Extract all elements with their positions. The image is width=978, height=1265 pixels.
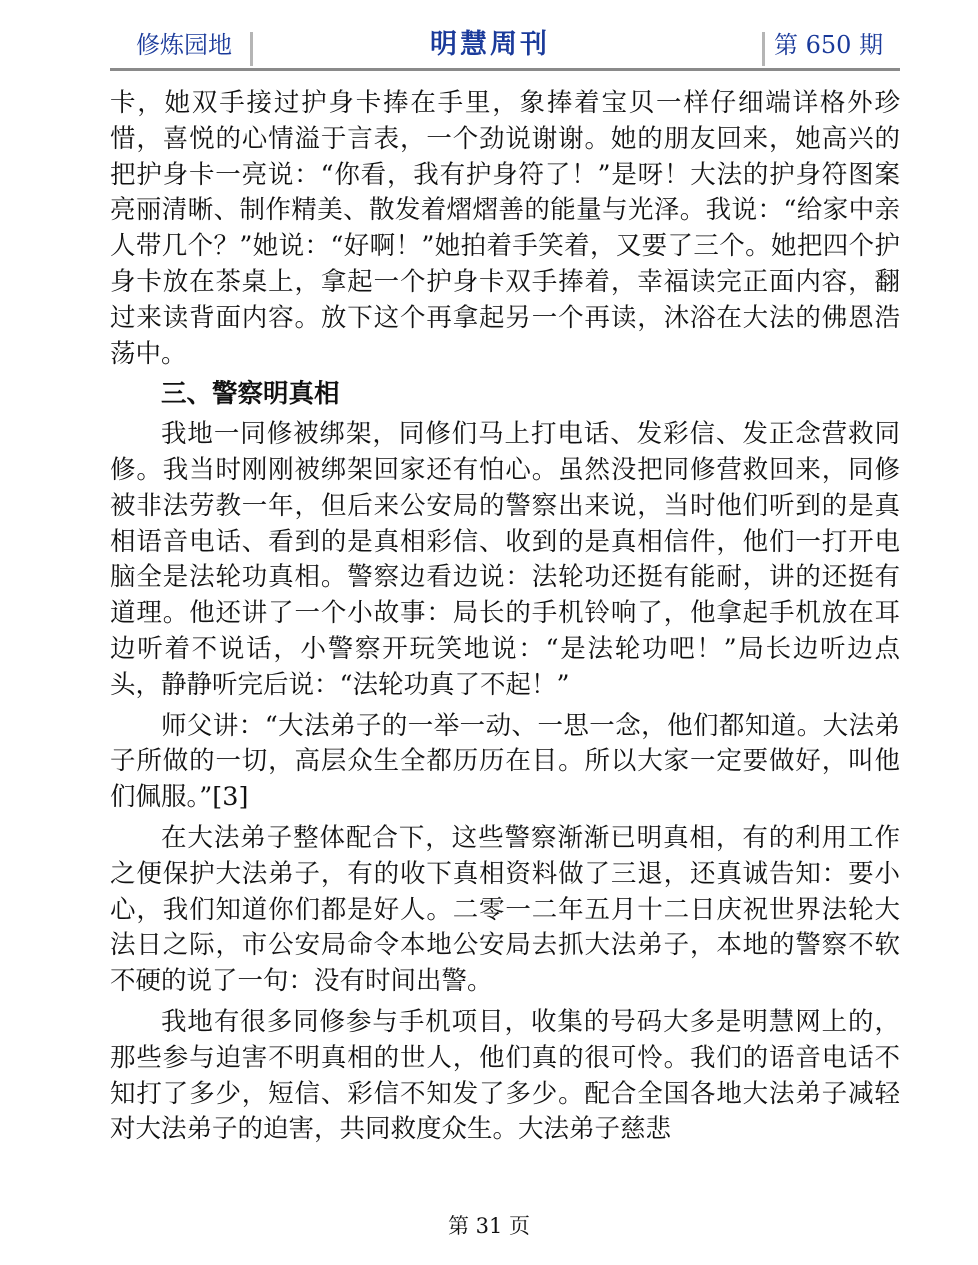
paragraph: 卡，她双手接过护身卡捧在手里，象捧着宝贝一样仔细端详格外珍惜，喜悦的心情溢于言表，一个劲说谢谢。她的朋友回来，她高兴的把护身卡一亮说：“你看，我有护身符了！”是呀！大法的护身符图案亮丽清晰、制作精美、散发着熠熠善的能量与光泽。我说：“给家中亲人带几个？”她说：“好啊！”她拍着手笑着，又要了三个。她把四个护身卡放在茶桌上，拿起一个护身卡双手捧着，幸福读完正面内容，翻过来读背面内容。放下这个再拿起另一个再读，沐浴在大法的佛恩浩荡中。 bbox=[110, 88, 900, 369]
paragraph: 我地有很多同修参与手机项目，收集的号码大多是明慧网上的，那些参与迫害不明真相的世人，他们真的很可怜。我们的语音电话不知打了多少，短信、彩信不知发了多少。配合全国各地大法弟子减轻对大法弟子的迫害，共同救度众生。大法弟子慈悲 bbox=[110, 1006, 900, 1145]
page-header bbox=[110, 22, 900, 71]
quote-paragraph: 师父讲：“大法弟子的一举一动、一思一念，他们都知道。大法弟子所做的一切，高层众生全都历历在目。所以大家一定要做好，叫他们佩服。”[3] bbox=[110, 710, 900, 813]
section-heading: 三、警察明真相 bbox=[161, 379, 340, 410]
section-title: 修炼园地 bbox=[136, 31, 232, 59]
header-divider bbox=[250, 32, 254, 66]
header-divider bbox=[762, 32, 766, 66]
article-body bbox=[110, 86, 900, 1148]
paragraph: 在大法弟子整体配合下，这些警察渐渐已明真相，有的利用工作之便保护大法弟子，有的收下真相资料做了三退，还真诚告知：要小心，我们知道你们都是好人。二零一二年五月十二日庆祝世界法轮大法日之际，市公安局命令本地公安局去抓大法弟子，本地的警察不软不硬的说了一句：没有时间出警。 bbox=[110, 822, 900, 997]
paragraph: 我地一同修被绑架，同修们马上打电话、发彩信、发正念营救同修。我当时刚刚被绑架回家还有怕心。虽然没把同修营救回来，同修被非法劳教一年，但后来公安局的警察出来说，当时他们听到的是真相语音电话、看到的是真相彩信、收到的是真相信件，他们一打开电脑全是法轮功真相。警察边看边说：法轮功还挺有能耐，讲的还挺有道理。他还讲了一个小故事：局长的手机铃响了，他拿起手机放在耳边听着不说话，小警察开玩笑地说：“是法轮功吧！”局长边听边点头，静静听完后说：“法轮功真了不起！” bbox=[110, 419, 900, 700]
page-number: 第 31 页 bbox=[447, 1214, 531, 1238]
publication-title: 明慧周刊 bbox=[430, 29, 550, 60]
issue-number: 第 650 期 bbox=[774, 31, 884, 59]
